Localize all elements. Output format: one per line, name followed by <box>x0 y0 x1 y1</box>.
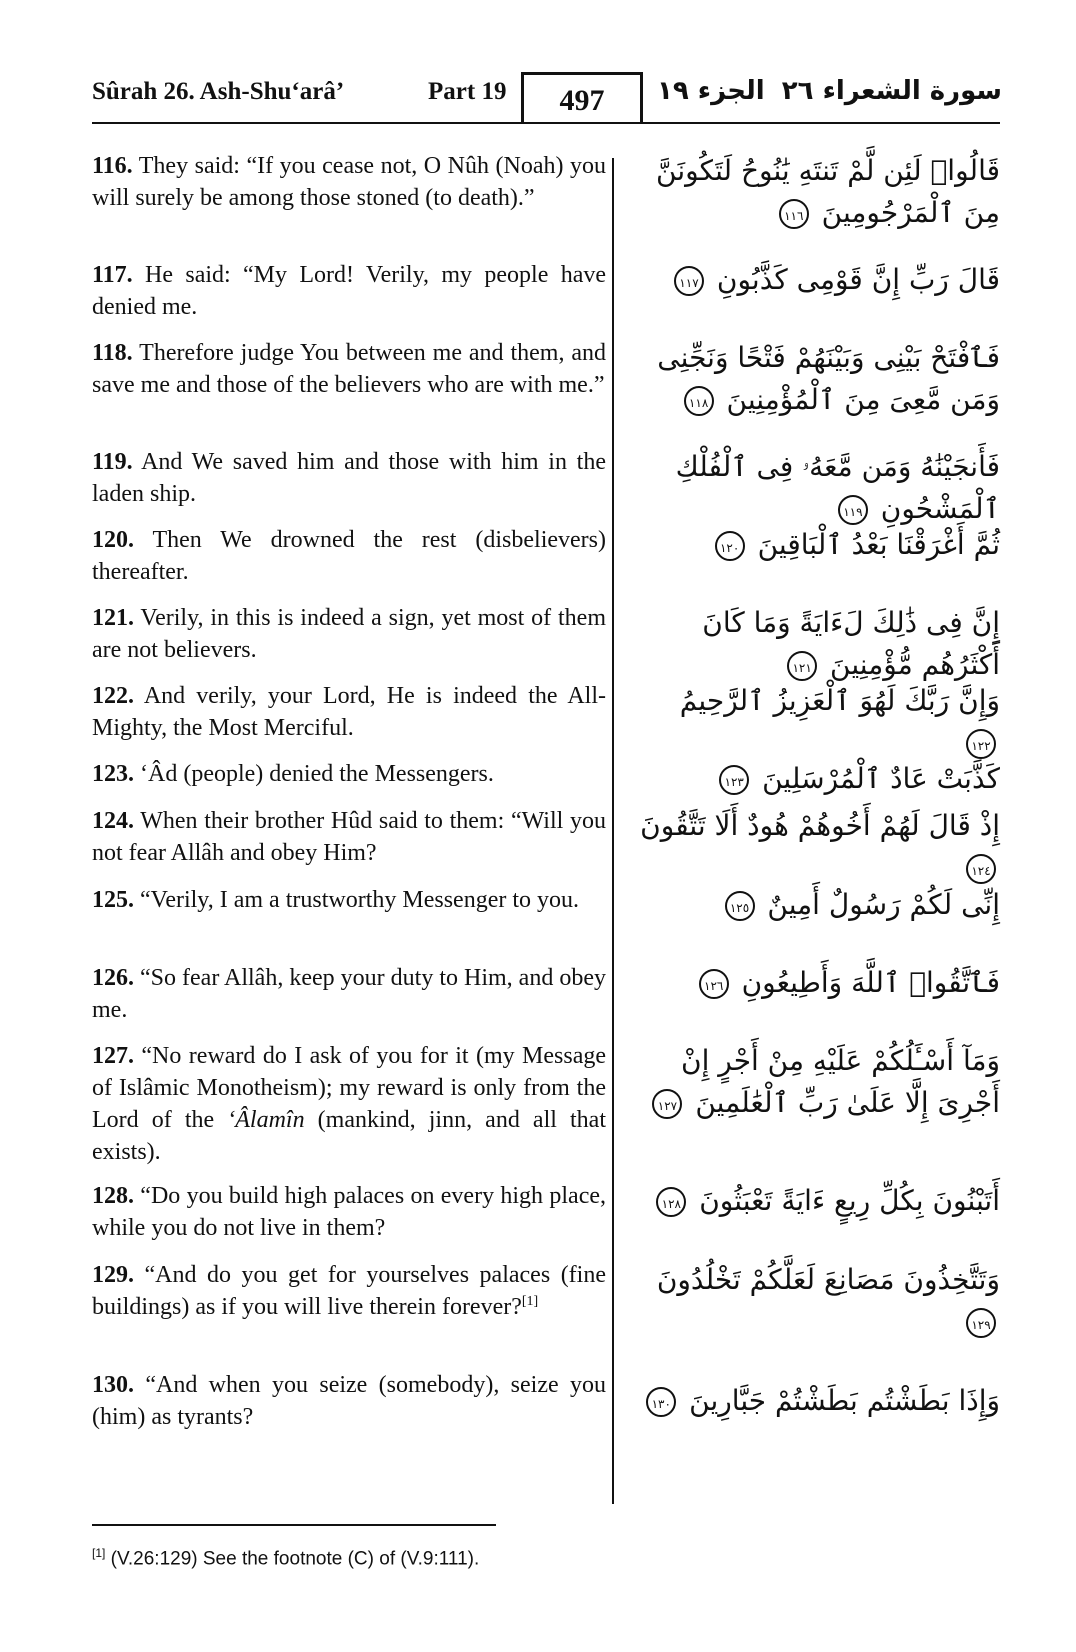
ayah-number-marker: ١١٧ <box>674 266 704 296</box>
footnote-ref[interactable]: [1] <box>521 1294 539 1309</box>
verse-119 <box>92 446 606 510</box>
verse-number: 125. <box>92 887 134 913</box>
verse-number: 123. <box>92 761 134 787</box>
arabic-verse-121 <box>640 602 1000 686</box>
arabic-text: قَالَ رَبِّ إِنَّ قَوْمِى كَذَّبُونِ <box>716 263 1000 296</box>
verse-text: Verily, in this is indeed a sign, yet most of them are not believers. <box>92 605 606 663</box>
arabic-verse-118 <box>640 337 1000 421</box>
verse-117 <box>92 259 606 323</box>
ayah-number-marker: ١٢٩ <box>966 1308 996 1338</box>
verse-number: 122. <box>92 683 134 709</box>
arabic-text: إِنِّى لَكُمْ رَسُولٌ أَمِينٌ <box>767 888 1000 921</box>
footnote-marker: [1] <box>92 1546 106 1560</box>
arabic-text: كَذَّبَتْ عَادٌ ٱلْمُرْسَلِينَ <box>762 762 1000 795</box>
verse-text: “And when you seize (somebody), seize you (him) as tyrants? <box>92 1372 606 1430</box>
verse-text: “And do you get for yourselves palaces (fine buildings) as if you will live therein forever? <box>92 1262 606 1320</box>
arabic-verse-124 <box>640 805 1000 889</box>
verse-number: 130. <box>92 1372 134 1398</box>
arabic-verse-122 <box>640 680 1000 764</box>
ayah-number-marker: ١٢٣ <box>719 765 749 795</box>
arabic-verse-128 <box>640 1180 1000 1222</box>
arabic-verse-127 <box>640 1040 1000 1124</box>
ayah-number-marker: ١٢٤ <box>966 854 996 884</box>
verse-number: 118. <box>92 340 133 366</box>
verse-130 <box>92 1369 606 1433</box>
verse-122 <box>92 680 606 744</box>
verse-124 <box>92 805 606 869</box>
verse-number: 121. <box>92 605 134 631</box>
verse-number: 127. <box>92 1043 134 1069</box>
verse-number: 116. <box>92 153 133 179</box>
arabic-text: أَتَبْنُونَ بِكُلِّ رِيعٍ ءَايَةً تَعْبَثُونَ <box>699 1184 1000 1217</box>
verse-text: “Verily, I am a trustworthy Messenger to you. <box>134 887 580 913</box>
footnote-text: (V.26:129) See the footnote (C) of (V.9:111). <box>105 1548 480 1570</box>
verse-text: Therefore judge You between me and them, and save me and those of the believers who are with me.” <box>92 340 606 398</box>
arabic-verse-125 <box>640 884 1000 926</box>
arabic-text: وَتَتَّخِذُونَ مَصَانِعَ لَعَلَّكُمْ تَخْلُدُونَ <box>656 1263 1000 1296</box>
arabic-text: ثُمَّ أَغْرَقْنَا بَعْدُ ٱلْبَاقِينَ <box>757 528 1000 561</box>
arabic-text: وَإِنَّ رَبَّكَ لَهُوَ ٱلْعَزِيزُ ٱلرَّحِيمُ <box>679 684 1000 717</box>
verse-number: 117. <box>92 262 133 288</box>
footnote <box>92 1546 479 1570</box>
footnote-rule <box>92 1524 496 1526</box>
verse-number: 126. <box>92 965 134 991</box>
verse-text: Then We drowned the rest (disbelievers) thereafter. <box>92 527 606 585</box>
page-number-box <box>521 72 643 122</box>
arabic-verse-129 <box>640 1259 1000 1343</box>
verse-text: They said: “If you cease not, O Nûh (Noah) you will surely be among those stoned (to death).” <box>92 153 606 211</box>
verse-text: And verily, your Lord, He is indeed the All-Mighty, the Most Merciful. <box>92 683 606 741</box>
arabic-text: قَالُوا۟ لَئِن لَّمْ تَنتَهِ يَٰنُوحُ لَتَكُونَنَّ مِنَ ٱلْمَرْجُومِينَ <box>656 154 1000 229</box>
verse-text: He said: “My Lord! Verily, my people have denied me. <box>92 262 606 320</box>
verse-number: 129. <box>92 1262 134 1288</box>
verse-text: “Do you build high palaces on every high place, while you do not live in them? <box>92 1183 606 1241</box>
verse-116 <box>92 150 606 214</box>
ayah-number-marker: ١٣٠ <box>646 1387 676 1417</box>
verse-127 <box>92 1040 606 1168</box>
ayah-number-marker: ١٢١ <box>787 651 817 681</box>
arabic-verse-120 <box>640 524 1000 566</box>
ayah-number-marker: ١٢٢ <box>966 729 996 759</box>
arabic-text: إِذْ قَالَ لَهُمْ أَخُوهُمْ هُودٌ أَلَا تَتَّقُونَ <box>640 809 1000 842</box>
verse-121 <box>92 602 606 666</box>
header-rule <box>92 122 1000 124</box>
verse-118 <box>92 337 606 401</box>
arabic-text: فَأَنجَيْنَٰهُ وَمَن مَّعَهُۥ فِى ٱلْفُلْكِ ٱلْمَشْحُونِ <box>675 450 1000 525</box>
verse-number: 119. <box>92 449 133 475</box>
page-number: 497 <box>559 84 605 117</box>
verse-number: 120. <box>92 527 134 553</box>
ayah-number-marker: ١١٨ <box>684 386 714 416</box>
arabic-verse-126 <box>640 962 1000 1004</box>
arabic-text: فَٱفْتَحْ بَيْنِى وَبَيْنَهُمْ فَتْحًا وَنَجِّنِى وَمَن مَّعِىَ مِنَ ٱلْمُؤْمِنِينَ <box>657 341 1000 416</box>
column-divider <box>612 158 614 1504</box>
verse-126 <box>92 962 606 1026</box>
arabic-verse-116 <box>640 150 1000 234</box>
verse-number: 124. <box>92 808 134 834</box>
verse-text: “No reward do I ask of you for it (my Message of Islâmic Monotheism); my reward is only from the Lord of the <box>92 1043 606 1133</box>
verse-125 <box>92 884 606 916</box>
verse-129 <box>92 1259 606 1323</box>
arabic-verse-119 <box>640 446 1000 530</box>
verse-128 <box>92 1180 606 1244</box>
arabic-text: وَمَآ أَسْـَٔلُكُمْ عَلَيْهِ مِنْ أَجْرٍ إِنْ أَجْرِىَ إِلَّا عَلَىٰ رَبِّ ٱلْعَٰلَمِينَ <box>681 1044 1000 1119</box>
ayah-number-marker: ١١٦ <box>779 199 809 229</box>
ayah-number-marker: ١٢٨ <box>656 1187 686 1217</box>
verse-text: And We saved him and those with him in the laden ship. <box>92 449 606 507</box>
ayah-number-marker: ١١٩ <box>838 495 868 525</box>
verse-120 <box>92 524 606 588</box>
surah-title-english: Sûrah 26. Ash-Shu‘arâ’ <box>92 78 345 105</box>
arabic-text: إِنَّ فِى ذَٰلِكَ لَءَايَةً وَمَا كَانَ أَكْثَرُهُم مُّؤْمِنِينَ <box>702 606 1000 681</box>
verse-italic-term: ‘Âlamîn <box>227 1107 305 1133</box>
arabic-verse-117 <box>640 259 1000 301</box>
verse-text: “So fear Allâh, keep your duty to Him, and obey me. <box>92 965 606 1023</box>
verse-text: ‘Âd (people) denied the Messengers. <box>134 761 494 787</box>
arabic-text: فَٱتَّقُوا۟ ٱللَّهَ وَأَطِيعُونِ <box>741 966 1000 999</box>
ayah-number-marker: ١٢٦ <box>699 969 729 999</box>
arabic-verse-123 <box>640 758 1000 800</box>
ayah-number-marker: ١٢٧ <box>652 1089 682 1119</box>
verse-123 <box>92 758 606 790</box>
verse-text-cont: (mankind, jinn, and all that exists). <box>92 1107 606 1165</box>
verse-number: 128. <box>92 1183 134 1209</box>
ayah-number-marker: ١٢٥ <box>725 891 755 921</box>
arabic-text: وَإِذَا بَطَشْتُم بَطَشْتُمْ جَبَّارِينَ <box>689 1384 1000 1417</box>
arabic-verse-130 <box>640 1380 1000 1422</box>
verse-text: When their brother Hûd said to them: “Will you not fear Allâh and obey Him? <box>92 808 606 866</box>
juz-arabic: الجزء ١٩ <box>657 76 765 106</box>
ayah-number-marker: ١٢٠ <box>715 531 745 561</box>
part-label: Part 19 <box>428 78 507 105</box>
surah-title-arabic: سورة الشعراء ٢٦ <box>781 76 1002 106</box>
